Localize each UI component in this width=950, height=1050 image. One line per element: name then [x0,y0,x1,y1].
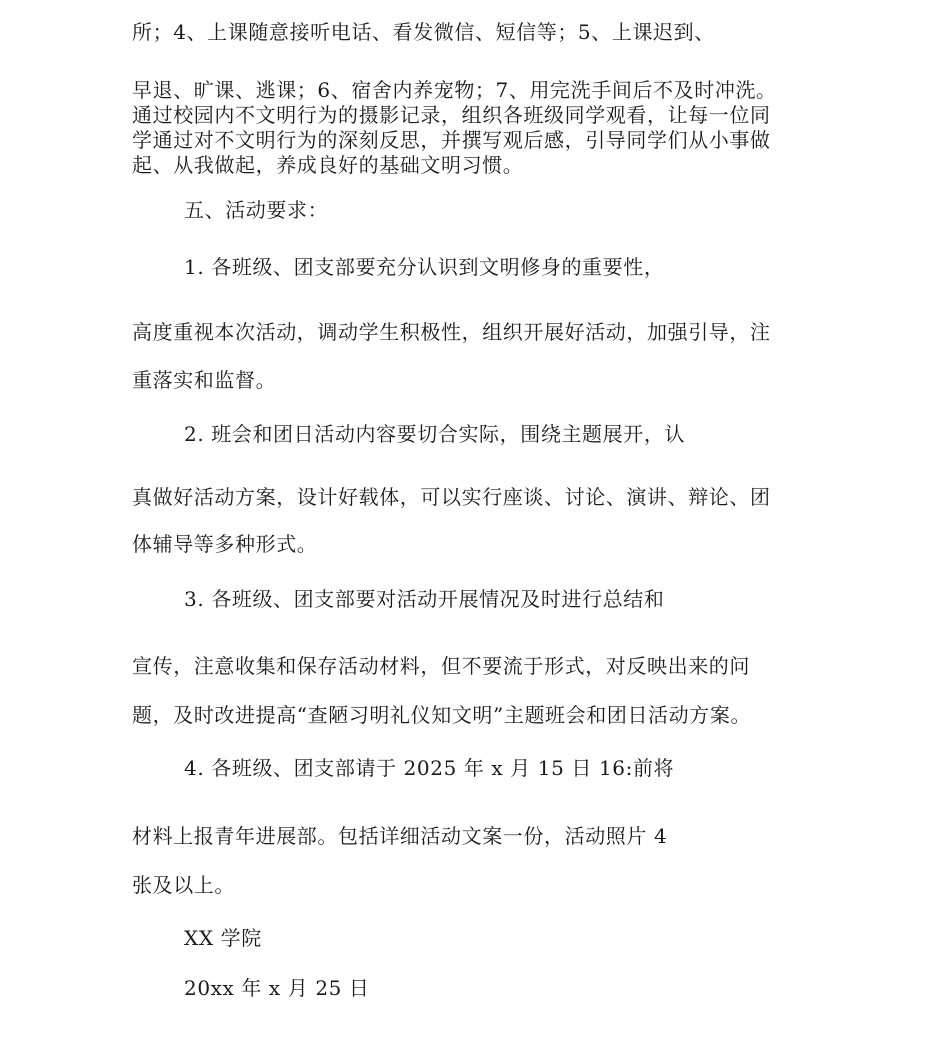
list-item-continuation: 张及以上。 [132,873,235,897]
list-item-continuation: 题，及时改进提高“查陋习明礼仪知文明”主题班会和团日活动方案。 [132,703,752,727]
list-item-heading: 1. 各班级、团支部要充分认识到文明修身的重要性， [184,255,665,279]
signature-organization: XX 学院 [184,926,262,950]
paragraph-line: 早退、旷课、逃课；6、宿舍内养宠物；7、用完洗手间后不及时冲洗。 [132,78,777,102]
list-item-continuation: 体辅导等多种形式。 [132,532,318,556]
list-item-continuation: 高度重视本次活动，调动学生积极性，组织开展好活动，加强引导，注 [132,320,771,344]
list-item-heading: 2. 班会和团日活动内容要切合实际，围绕主题展开，认 [184,422,686,446]
paragraph-line: 学通过对不文明行为的深刻反思，并撰写观后感，引导同学们从小事做 [132,128,771,152]
paragraph-line: 起、从我做起，养成良好的基础文明习惯。 [132,153,524,177]
paragraph-line: 所；4、上课随意接听电话、看发微信、短信等；5、上课迟到、 [132,20,715,44]
list-item-continuation: 材料上报青年进展部。包括详细活动文案一份，活动照片 4 [132,824,668,848]
list-item-heading: 4. 各班级、团支部请于 2025 年 x 月 15 日 16:前将 [184,756,675,780]
list-item-continuation: 重落实和监督。 [132,368,277,392]
paragraph-line: 通过校园内不文明行为的摄影记录，组织各班级同学观看，让每一位同 [132,103,771,127]
signature-date: 20xx 年 x 月 25 日 [184,976,370,1000]
list-item-continuation: 真做好活动方案，设计好载体，可以实行座谈、讨论、演讲、辩论、团 [132,485,771,509]
list-item-continuation: 宣传，注意收集和保存活动材料，但不要流于形式，对反映出来的问 [132,654,750,678]
list-item-heading: 3. 各班级、团支部要对活动开展情况及时进行总结和 [184,587,665,611]
section-heading: 五、活动要求： [184,198,329,222]
